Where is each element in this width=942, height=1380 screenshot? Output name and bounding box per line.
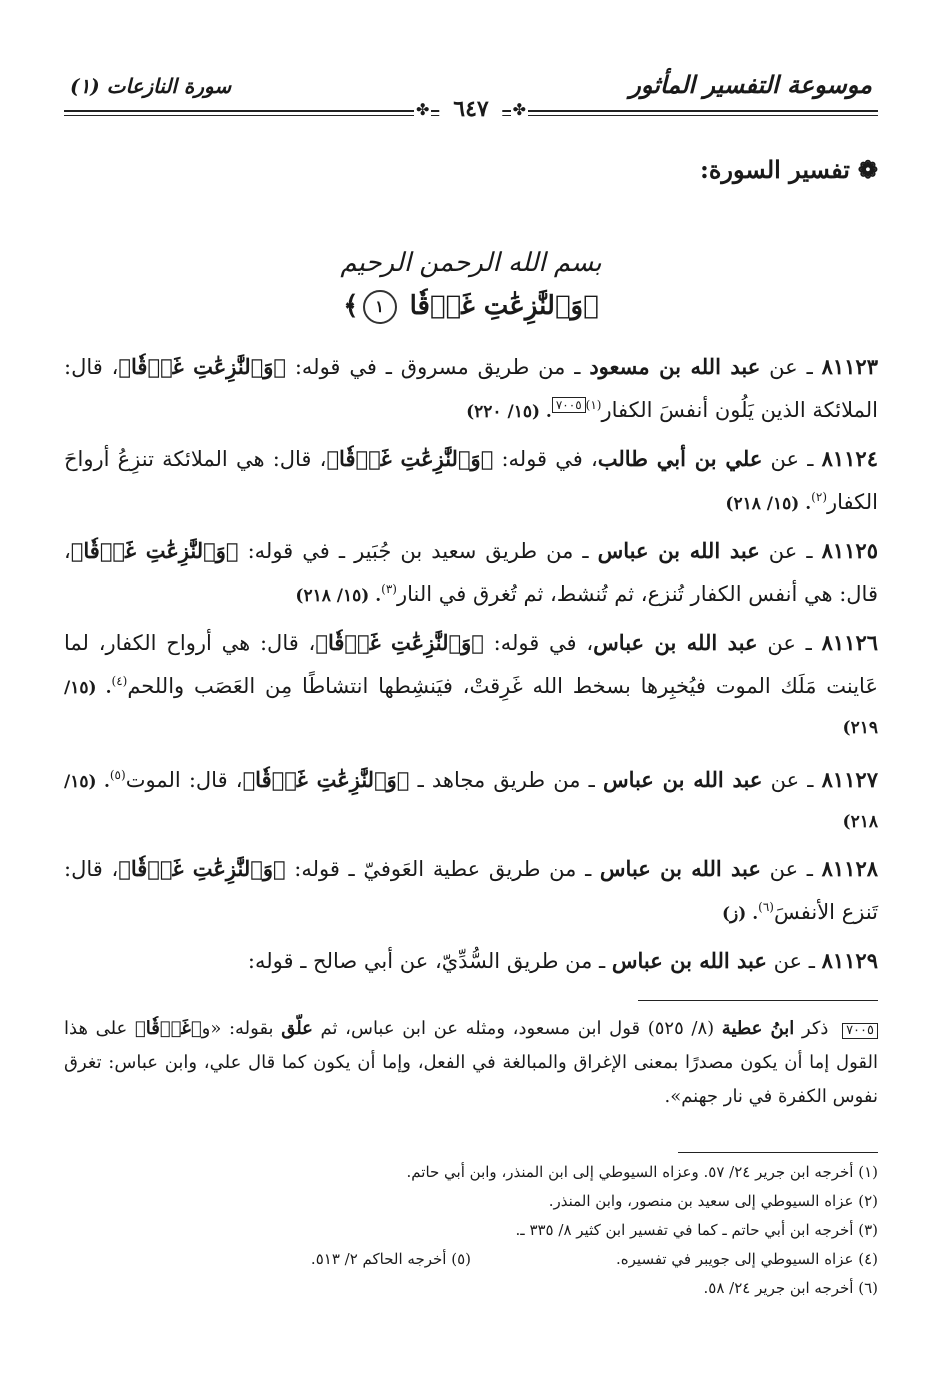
footnote-marker[interactable]: (٤) — [111, 674, 128, 688]
narration-text: ، في قوله: — [483, 631, 594, 655]
narration — [64, 532, 878, 615]
narrator-name: عبد الله بن عباس — [597, 538, 760, 563]
section-title — [700, 155, 878, 184]
scholar-name: ابنُ عطية — [721, 1018, 795, 1039]
narration-text: ، قال: هي أرواح الكفار، لما عَاينت مَلَك الموت فيُخبِرها بسخط الله غَرِقتْ، فيَنشِطها انتشاطًا مِن العَصَب واللحم — [64, 631, 878, 698]
source-reference: . (١٥/ ٢١٩) — [64, 678, 878, 738]
narration-text: ـ من طريق عطية العَوفيّ ـ قوله: — [285, 857, 600, 881]
source-reference: . (١٥/ ٢٢٠) — [466, 402, 552, 422]
narration-text: ، قال: هي أنفس الكفار تُنزع، ثم تُنشط، ثم تُغرق في النار — [64, 539, 878, 606]
footnote-marker[interactable]: (١) — [585, 398, 602, 412]
narration-text: ـ من طريق مجاهد ـ — [409, 768, 603, 792]
page — [64, 0, 878, 1380]
source-reference: . (١٥/ ٢١٨) — [725, 494, 812, 514]
book-title: موسوعة التفسير المأثور — [629, 70, 872, 99]
commentary-number: ٧٠٠٥ — [842, 1023, 878, 1039]
footnote-row — [64, 1245, 878, 1274]
flower-ornament-icon: ❁ — [857, 155, 878, 184]
narration-text: ، قال: تَنزع الأنفسَ — [64, 857, 878, 924]
commentary-text: (٨/ ٥٢٥) قول ابن مسعود، ومثله عن ابن عباس، ثم — [312, 1018, 722, 1039]
surah-title: سورة النازعات (١) — [70, 74, 232, 98]
narration-text: ـ عن — [762, 447, 822, 471]
narrator-name: علي بن أبي طالب — [597, 446, 763, 471]
page-number: ٦٤٧ — [439, 96, 502, 122]
narration — [64, 348, 878, 431]
narration-text: ـ عن — [760, 355, 822, 379]
narration — [64, 440, 878, 523]
footnote-marker[interactable]: (٥) — [109, 768, 126, 782]
section-title-text: تفسير السورة: — [700, 155, 850, 184]
narration-text: ، قال: الملائكة الذين يَلُون أنفسَ الكفار — [64, 355, 878, 422]
commentary-separator — [638, 1000, 878, 1001]
footnote: (٢) عزاه السيوطي إلى سعيد بن منصور، وابن المنذر. — [548, 1192, 878, 1210]
quran-quote: ﴿وَٱلنَّٰزِعَٰتِ غَرۡقٗا﴾ — [118, 856, 286, 881]
quran-quote: ﴿وَٱلنَّٰزِعَٰتِ غَرۡقٗا﴾ — [242, 767, 410, 792]
footnote-marker[interactable]: (٦) — [758, 900, 774, 914]
quran-quote: ﴿غَرۡقٗا﴾ — [134, 1018, 202, 1039]
source-reference: . (١٥/ ٢١٨) — [295, 586, 382, 606]
quran-quote: ﴿وَٱلنَّٰزِعَٰتِ غَرۡقٗا﴾ — [315, 630, 484, 655]
narrations — [64, 348, 878, 989]
page-header — [64, 62, 878, 122]
verse-open-bracket: ﴿ — [583, 291, 599, 321]
narration-number: ٨١١٢٥ — [821, 538, 878, 563]
ayah-number: ١ — [363, 290, 397, 324]
narration-text: ـ عن — [766, 949, 822, 973]
commentary-marker[interactable]: ٧٠٠٥ — [552, 397, 586, 413]
footnotes — [64, 1158, 878, 1303]
narration-number: ٨١١٢٨ — [821, 856, 879, 881]
narration-text: ـ من طريق مسروق ـ في قوله: — [285, 355, 590, 379]
footnote: (١) أخرجه ابن جرير ٢٤/ ٥٧. وعزاه السيوطي إلى ابن المنذر، وابن أبي حاتم. — [406, 1163, 878, 1181]
verse-close-bracket: ﴾ — [343, 291, 359, 321]
narration-number: ٨١١٢٣ — [821, 354, 878, 379]
narrator-name: عبد الله بن عباس — [599, 856, 761, 881]
narration-text: ـ من طريق سعيد بن جُبَير ـ في قوله: — [238, 539, 598, 563]
narration — [64, 850, 878, 933]
commentary-text: ذكر — [794, 1018, 837, 1039]
narrator-name: عبد الله بن عباس — [611, 948, 767, 973]
ornament-icon: ✤ — [416, 100, 430, 119]
narration-text: ـ عن — [760, 857, 822, 881]
quran-quote: ﴿وَٱلنَّٰزِعَٰتِ غَرۡقٗا﴾ — [70, 538, 239, 563]
narration-text: ـ من طريق السُّدِّيّ، عن أبي صالح ـ قوله: — [247, 949, 612, 973]
narration-text: ، في قوله: — [493, 447, 598, 471]
narrator-name: عبد الله بن عباس — [602, 767, 763, 792]
narration-text: ـ عن — [762, 768, 822, 792]
quran-verse — [64, 290, 878, 324]
quran-quote: ﴿وَٱلنَّٰزِعَٰتِ غَرۡقٗا﴾ — [326, 446, 494, 471]
footnote: (٦) أخرجه ابن جرير ٢٤/ ٥٨. — [703, 1279, 878, 1297]
narration-number: ٨١١٢٧ — [821, 767, 878, 792]
footnote: (٤) عزاه السيوطي إلى جويبر في تفسيره. — [616, 1250, 878, 1268]
narration-number: ٨١١٢٦ — [821, 630, 879, 655]
narration-number: ٨١١٢٩ — [821, 948, 878, 973]
footnote: (٥) أخرجه الحاكم ٢/ ٥١٣. — [310, 1250, 471, 1268]
footnotes-separator — [678, 1152, 878, 1153]
narration-number: ٨١١٢٤ — [821, 446, 878, 471]
narration-text: ـ عن — [759, 539, 822, 563]
commentary-text: على هذا القول إما أن يكون مصدرًا بمعنى الإغراق والمبالغة في الفعل، وإما أن يكون كما قال علي، وابن عباس: تغرق نفوس الكفرة في نار جهنم». — [64, 1018, 878, 1107]
narration — [64, 756, 878, 841]
commentary-keyword: علّق — [281, 1018, 313, 1039]
narration-text: ، قال: هي الملائكة تنزِعُ أرواحَ الكفار — [64, 447, 878, 514]
narrator-name: عبد الله بن عباس — [593, 630, 758, 655]
quran-quote: ﴿وَٱلنَّٰزِعَٰتِ غَرۡقٗا﴾ — [118, 354, 286, 379]
basmala: بسم الله الرحمن الرحيم — [340, 248, 602, 278]
source-reference: . (ز) — [722, 904, 759, 924]
source-reference: . (١٥/ ٢١٨) — [64, 772, 878, 832]
commentary-note — [64, 1012, 878, 1114]
narrator-name: عبد الله بن مسعود — [589, 354, 761, 379]
verse-text: وَٱلنَّٰزِعَٰتِ غَرۡقٗا — [409, 291, 584, 321]
ornament-icon: ✤ — [512, 100, 526, 119]
footnote: (٣) أخرجه ابن أبي حاتم ـ كما في تفسير ابن كثير ٨/ ٣٣٥ ـ. — [515, 1221, 878, 1239]
narration — [64, 624, 878, 747]
footnote-marker[interactable]: (٣) — [381, 582, 397, 596]
narration — [64, 942, 878, 980]
narration-text: ، قال: الموت — [125, 768, 243, 792]
commentary-text: بقوله: «و — [201, 1018, 282, 1039]
narration-text: ـ عن — [757, 631, 822, 655]
footnote-marker[interactable]: (٢) — [811, 490, 827, 504]
